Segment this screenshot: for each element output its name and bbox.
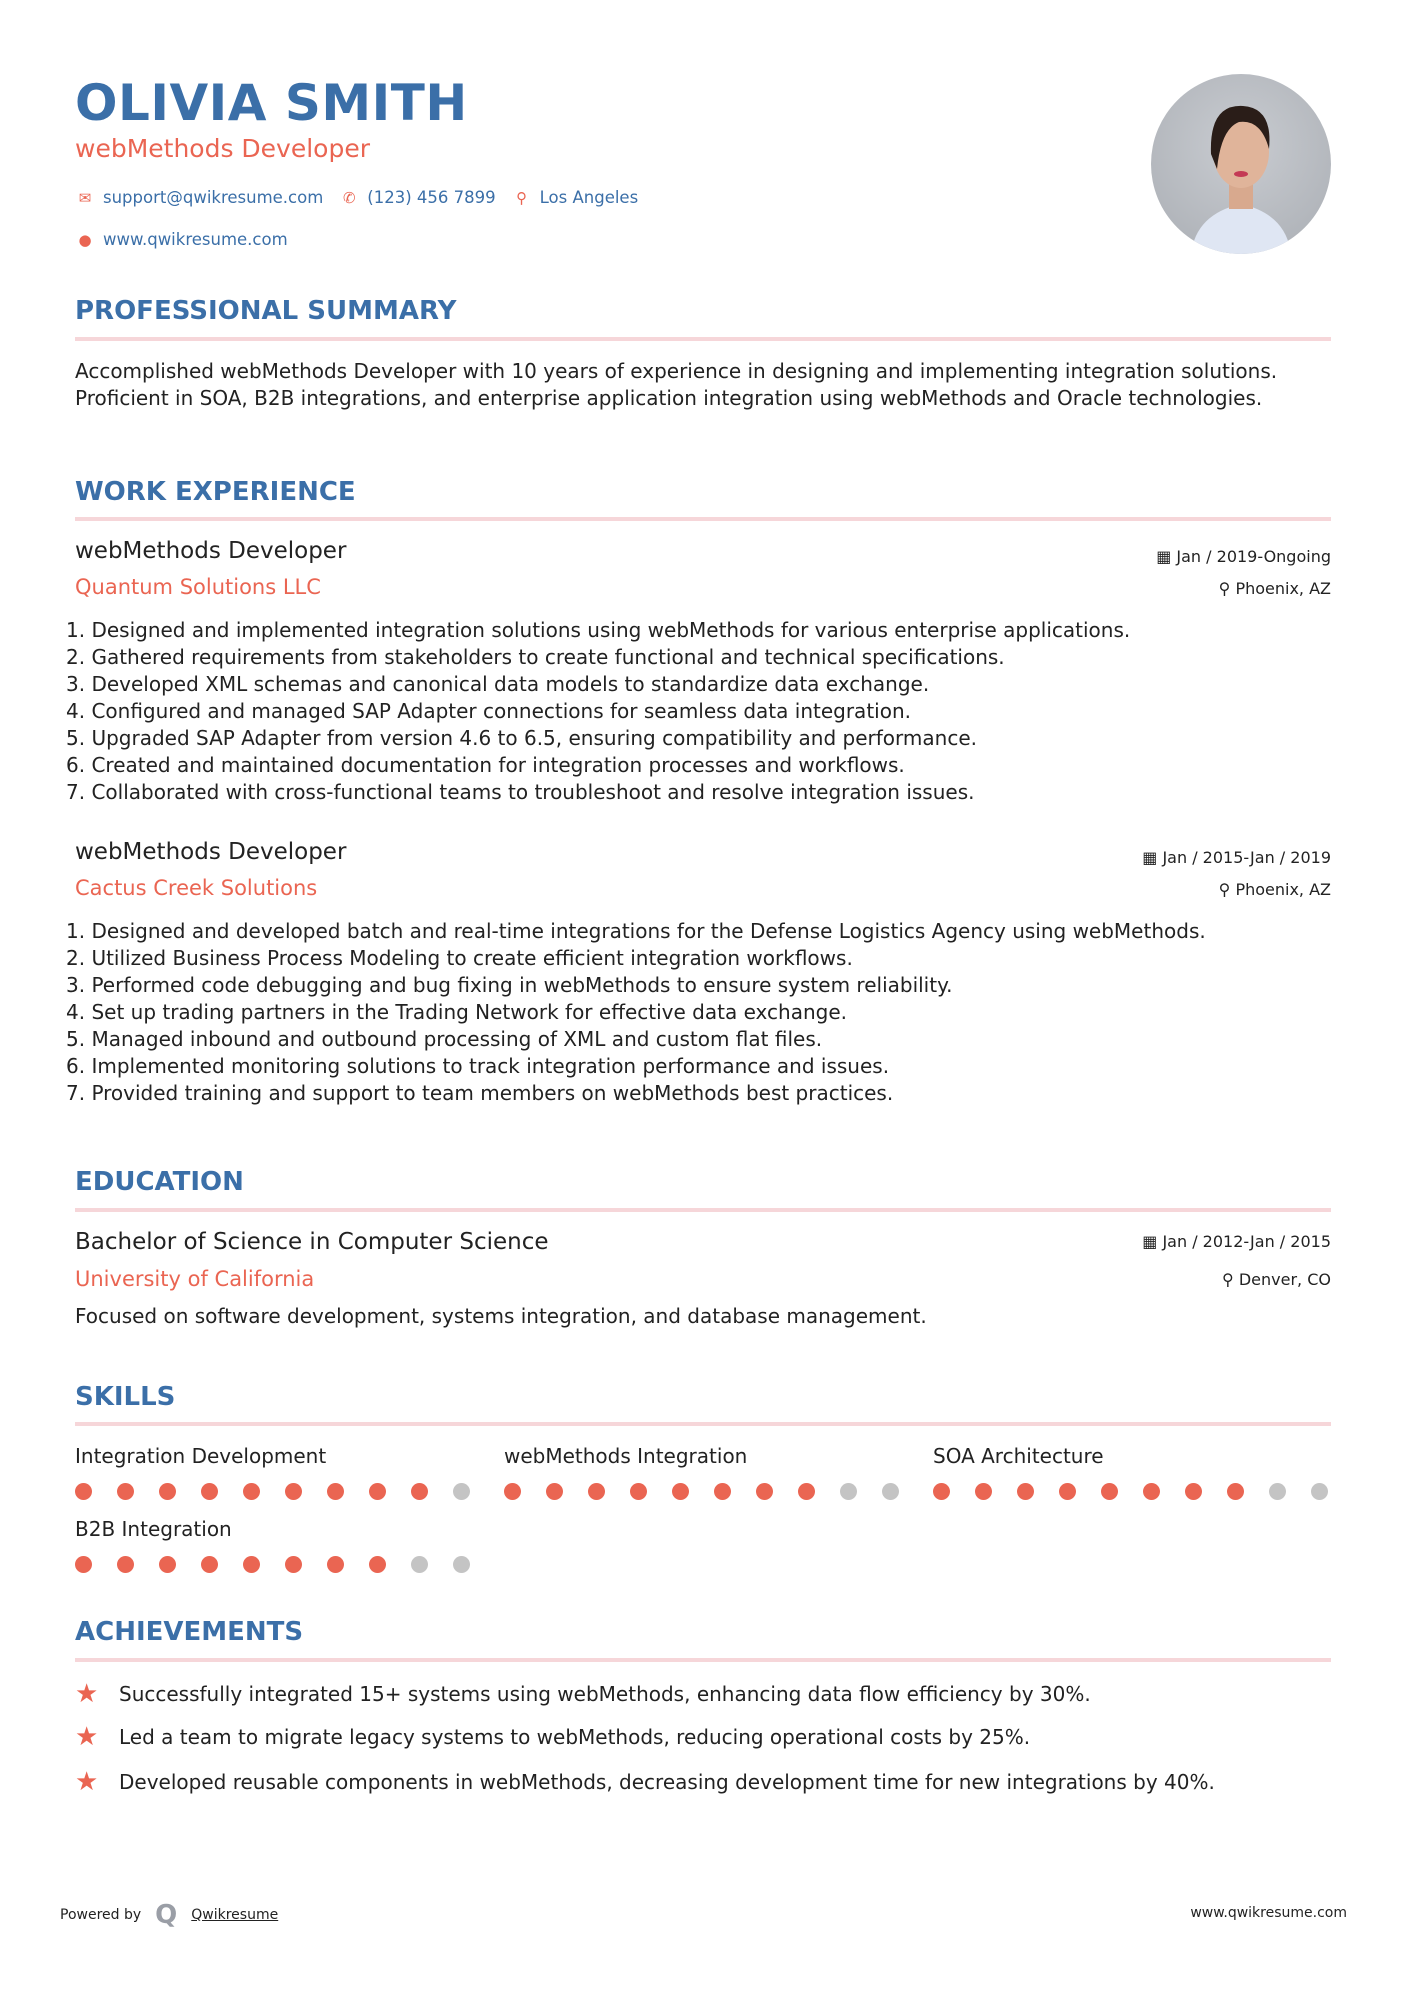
phone-text: (123) 456 7899: [367, 188, 496, 207]
achievement-text: Developed reusable components in webMethods, decreasing development time for new integrations by 40%.: [119, 1770, 1215, 1794]
rating-dot-empty: [453, 1483, 470, 1500]
rating-dot-filled: [285, 1483, 302, 1500]
star-icon: ★: [75, 1767, 99, 1797]
skill-rating: [933, 1483, 1328, 1500]
skill-item: [504, 1444, 899, 1500]
list-item: 7. Provided training and support to team members on webMethods best practices.: [66, 1081, 894, 1105]
rating-dot-empty: [882, 1483, 899, 1500]
job-location: [1219, 880, 1331, 899]
job-title: webMethods Developer: [75, 538, 347, 564]
degree-title: Bachelor of Science in Computer Science: [75, 1229, 549, 1255]
section-title-summary: PROFESSIONAL SUMMARY: [75, 296, 457, 326]
section-title-achievements: ACHIEVEMENTS: [75, 1617, 304, 1647]
list-item: 5. Upgraded SAP Adapter from version 4.6 to 6.5, ensuring compatibility and performance.: [66, 726, 977, 750]
candidate-name: OLIVIA SMITH: [75, 74, 468, 132]
rating-dot-filled: [243, 1556, 260, 1573]
section-divider: [75, 337, 1331, 341]
pin-icon: ⚲: [1218, 880, 1236, 899]
job-dates: [1156, 547, 1331, 566]
rating-dot-filled: [75, 1556, 92, 1573]
rating-dot-filled: [588, 1483, 605, 1500]
globe-icon: ●: [78, 230, 92, 249]
star-icon: ★: [75, 1679, 99, 1709]
section-title-education: EDUCATION: [75, 1167, 244, 1197]
rating-dot-filled: [243, 1483, 260, 1500]
list-item: 4. Set up trading partners in the Trading Network for effective data exchange.: [66, 1000, 847, 1024]
achievement-text: Led a team to migrate legacy systems to webMethods, reducing operational costs by 25%.: [119, 1725, 1031, 1749]
website-link[interactable]: www.qwikresume.com: [103, 230, 288, 249]
skill-rating: [75, 1556, 470, 1573]
candidate-role: webMethods Developer: [75, 134, 371, 163]
skill-rating: [75, 1483, 470, 1500]
skill-rating: [504, 1483, 899, 1500]
rating-dot-filled: [117, 1483, 134, 1500]
job-location-text: Phoenix, AZ: [1235, 579, 1331, 598]
rating-dot-filled: [1059, 1483, 1076, 1500]
job-company: Cactus Creek Solutions: [75, 876, 318, 900]
rating-dot-empty: [411, 1556, 428, 1573]
rating-dot-filled: [1227, 1483, 1244, 1500]
summary-text: Accomplished webMethods Developer with 10 years of experience in designing and implementing integration solutions. Proficient in SOA, B2B integrations, and enterprise application integration using webMethods and Oracle technologies.: [75, 359, 1278, 410]
skill-item: [75, 1517, 470, 1573]
profile-photo: [1151, 74, 1331, 254]
list-item: 6. Implemented monitoring solutions to track integration performance and issues.: [66, 1054, 890, 1078]
email-link[interactable]: support@qwikresume.com: [103, 188, 324, 207]
rating-dot-filled: [933, 1483, 950, 1500]
education-location-text: Denver, CO: [1238, 1270, 1331, 1289]
footer-powered: [60, 1900, 278, 1930]
rating-dot-filled: [798, 1483, 815, 1500]
skill-name: B2B Integration: [75, 1517, 232, 1541]
skill-item: [75, 1444, 470, 1500]
skill-name: Integration Development: [75, 1444, 327, 1468]
job-dates: [1142, 848, 1331, 867]
list-item: 4. Configured and managed SAP Adapter connections for seamless data integration.: [66, 699, 911, 723]
map-pin-icon: ⚲: [516, 188, 528, 207]
list-item: 1. Designed and developed batch and real-time integrations for the Defense Logistics Agency using webMethods.: [66, 919, 1206, 943]
pin-icon: ⚲: [1218, 579, 1236, 598]
rating-dot-filled: [369, 1483, 386, 1500]
job-title: webMethods Developer: [75, 839, 347, 865]
school-name: University of California: [75, 1267, 315, 1291]
education-dates: [1142, 1232, 1331, 1251]
rating-dot-filled: [369, 1556, 386, 1573]
rating-dot-filled: [75, 1483, 92, 1500]
footer-website[interactable]: www.qwikresume.com: [1190, 1905, 1347, 1921]
rating-dot-filled: [411, 1483, 428, 1500]
rating-dot-filled: [1185, 1483, 1202, 1500]
education-location: [1222, 1270, 1331, 1289]
envelope-icon: ✉: [78, 188, 92, 207]
calendar-icon: ▦: [1142, 848, 1163, 867]
job-location-text: Phoenix, AZ: [1235, 880, 1331, 899]
section-divider: [75, 517, 1331, 521]
list-item: 2. Utilized Business Process Modeling to create efficient integration workflows.: [66, 946, 853, 970]
website-row: [75, 230, 288, 249]
list-item: 7. Collaborated with cross-functional teams to troubleshoot and resolve integration issues.: [66, 780, 975, 804]
skill-name: webMethods Integration: [504, 1444, 748, 1468]
pin-icon: ⚲: [1222, 1270, 1239, 1289]
rating-dot-empty: [840, 1483, 857, 1500]
job-dates-text: Jan / 2015-Jan / 2019: [1162, 848, 1331, 867]
list-item: 1. Designed and implemented integration solutions using webMethods for various enterprise applications.: [66, 618, 1131, 642]
rating-dot-empty: [453, 1556, 470, 1573]
rating-dot-filled: [327, 1556, 344, 1573]
rating-dot-filled: [1101, 1483, 1118, 1500]
powered-by-label: Powered by: [60, 1907, 142, 1923]
list-item: 6. Created and maintained documentation for integration processes and workflows.: [66, 753, 905, 777]
section-title-experience: WORK EXPERIENCE: [75, 477, 356, 507]
phone-icon: ✆: [343, 188, 356, 207]
section-divider: [75, 1658, 1331, 1662]
section-title-skills: SKILLS: [75, 1382, 176, 1412]
rating-dot-empty: [1311, 1483, 1328, 1500]
job-location: [1219, 579, 1331, 598]
list-item: 5. Managed inbound and outbound processing of XML and custom flat files.: [66, 1027, 823, 1051]
rating-dot-empty: [1269, 1483, 1286, 1500]
rating-dot-filled: [201, 1483, 218, 1500]
rating-dot-filled: [975, 1483, 992, 1500]
job-dates-text: Jan / 2019-Ongoing: [1176, 547, 1331, 566]
achievement-text: Successfully integrated 15+ systems using webMethods, enhancing data flow efficiency by 30%.: [119, 1682, 1091, 1706]
rating-dot-filled: [714, 1483, 731, 1500]
education-dates-text: Jan / 2012-Jan / 2015: [1162, 1232, 1331, 1251]
rating-dot-filled: [159, 1483, 176, 1500]
calendar-icon: ▦: [1142, 1232, 1163, 1251]
contact-row: [75, 188, 638, 207]
section-divider: [75, 1208, 1331, 1212]
rating-dot-filled: [630, 1483, 647, 1500]
rating-dot-filled: [159, 1556, 176, 1573]
rating-dot-filled: [504, 1483, 521, 1500]
rating-dot-filled: [756, 1483, 773, 1500]
achievement-item: [75, 1679, 1091, 1709]
rating-dot-filled: [672, 1483, 689, 1500]
rating-dot-filled: [327, 1483, 344, 1500]
location-text: Los Angeles: [539, 188, 639, 207]
education-description: Focused on software development, systems integration, and database management.: [75, 1304, 927, 1328]
rating-dot-filled: [1143, 1483, 1160, 1500]
star-icon: ★: [75, 1722, 99, 1752]
rating-dot-filled: [1017, 1483, 1034, 1500]
achievement-item: [75, 1767, 1215, 1797]
list-item: 2. Gathered requirements from stakeholders to create functional and technical specifications.: [66, 645, 1005, 669]
qwikresume-logo-icon: Q: [155, 1900, 178, 1930]
job-company: Quantum Solutions LLC: [75, 575, 321, 599]
achievement-item: [75, 1722, 1030, 1752]
job-responsibilities: [66, 617, 1130, 806]
rating-dot-filled: [285, 1556, 302, 1573]
list-item: 3. Developed XML schemas and canonical data models to standardize data exchange.: [66, 672, 930, 696]
section-divider: [75, 1422, 1331, 1426]
job-responsibilities: [66, 918, 1206, 1107]
rating-dot-filled: [546, 1483, 563, 1500]
skill-item: [933, 1444, 1328, 1500]
brand-link[interactable]: Qwikresume: [191, 1907, 279, 1923]
skill-name: SOA Architecture: [933, 1444, 1104, 1468]
rating-dot-filled: [201, 1556, 218, 1573]
rating-dot-filled: [117, 1556, 134, 1573]
calendar-icon: ▦: [1156, 547, 1177, 566]
list-item: 3. Performed code debugging and bug fixing in webMethods to ensure system reliability.: [66, 973, 953, 997]
